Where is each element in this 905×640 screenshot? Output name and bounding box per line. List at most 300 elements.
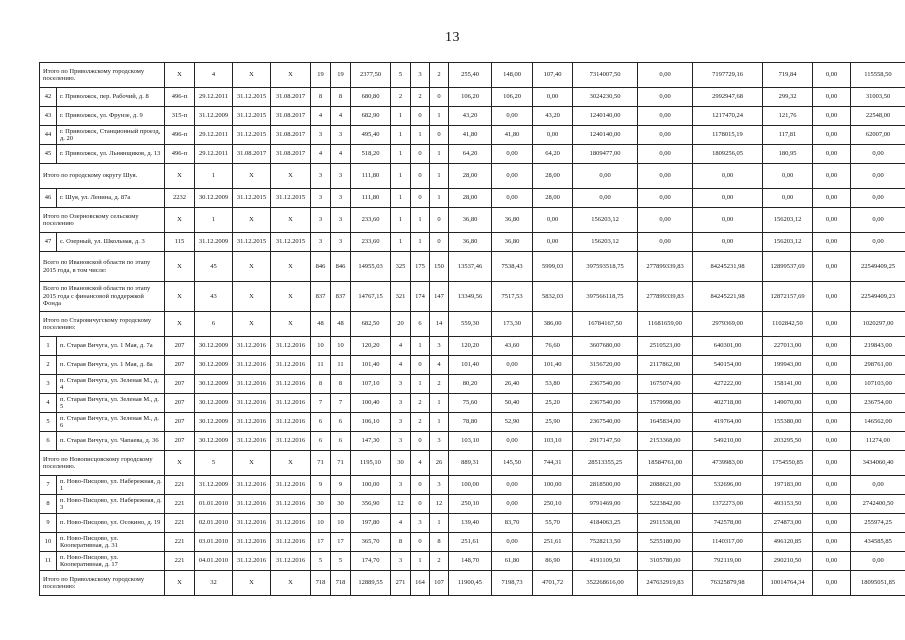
value-cell: 0,00 bbox=[693, 233, 763, 252]
value-cell: 31003,50 bbox=[851, 88, 905, 107]
value-cell: 2367540,00 bbox=[573, 413, 638, 432]
value-cell: 31.12.2015 bbox=[271, 189, 311, 208]
value-cell: 8 bbox=[311, 88, 331, 107]
address-cell: п. Старая Вичуга, ул. Зеленая М., д. 5 bbox=[57, 394, 165, 413]
value-cell: 3 bbox=[311, 233, 331, 252]
value-cell: 496-п bbox=[165, 145, 195, 164]
value-cell: 6 bbox=[195, 312, 233, 337]
value-cell: 496-п bbox=[165, 88, 195, 107]
value-cell: 9 bbox=[331, 476, 351, 495]
table-row bbox=[40, 495, 905, 514]
value-cell: 29.12.2011 bbox=[195, 88, 233, 107]
value-cell: 28513355,25 bbox=[573, 451, 638, 476]
value-cell: 8 bbox=[391, 533, 411, 552]
value-cell: 250,10 bbox=[533, 495, 573, 514]
value-cell: 10 bbox=[311, 514, 331, 533]
value-cell: 0,00 bbox=[813, 88, 851, 107]
value-cell: 0,00 bbox=[693, 189, 763, 208]
value-cell: 4 bbox=[411, 451, 430, 476]
value-cell: 36,80 bbox=[492, 233, 533, 252]
value-cell: 1 bbox=[391, 126, 411, 145]
value-cell: 75,60 bbox=[449, 394, 492, 413]
table-row bbox=[40, 571, 905, 596]
value-cell: 31.12.2016 bbox=[271, 337, 311, 356]
value-cell: 0,00 bbox=[813, 533, 851, 552]
value-cell: 846 bbox=[311, 252, 331, 282]
value-cell: 22548,00 bbox=[851, 107, 905, 126]
value-cell: 4 bbox=[195, 63, 233, 88]
value-cell: 1 bbox=[430, 145, 449, 164]
value-cell: 4 bbox=[311, 107, 331, 126]
value-cell: 0 bbox=[430, 88, 449, 107]
table-row bbox=[40, 432, 905, 451]
value-cell: 62007,00 bbox=[851, 126, 905, 145]
value-cell: 45 bbox=[195, 252, 233, 282]
value-cell: 0,00 bbox=[638, 164, 693, 189]
value-cell: 36,80 bbox=[449, 208, 492, 233]
value-cell: 7 bbox=[331, 394, 351, 413]
table-row bbox=[40, 533, 905, 552]
value-cell: 31.12.2009 bbox=[195, 233, 233, 252]
value-cell: 0,00 bbox=[638, 88, 693, 107]
address-cell: п. Ново-Писцово, ул. Набережная, д. 3 bbox=[57, 495, 165, 514]
value-cell: 146562,00 bbox=[851, 413, 905, 432]
row-number-cell: 1 bbox=[40, 337, 57, 356]
value-cell: 837 bbox=[311, 282, 331, 312]
value-cell: 0,00 bbox=[693, 164, 763, 189]
value-cell: 2917147,50 bbox=[573, 432, 638, 451]
row-label-cell: Итого по Приволжскому городскому поселению. bbox=[40, 63, 165, 88]
value-cell: 100,40 bbox=[351, 394, 391, 413]
value-cell: 175 bbox=[411, 252, 430, 282]
value-cell: 221 bbox=[165, 533, 195, 552]
value-cell: 277899339,83 bbox=[638, 252, 693, 282]
value-cell: 0,00 bbox=[813, 432, 851, 451]
value-cell: 71 bbox=[331, 451, 351, 476]
value-cell: 1140317,00 bbox=[693, 533, 763, 552]
value-cell: 540154,00 bbox=[693, 356, 763, 375]
value-cell: 221 bbox=[165, 514, 195, 533]
value-cell: 2742400,50 bbox=[851, 495, 905, 514]
value-cell: 173,30 bbox=[492, 312, 533, 337]
value-cell: 43 bbox=[195, 282, 233, 312]
address-cell: п. Старая Вичуга, ул. 1 Мая, д. 7а bbox=[57, 337, 165, 356]
value-cell: 31.12.2016 bbox=[233, 495, 271, 514]
value-cell: 7314007,50 bbox=[573, 63, 638, 88]
value-cell: 8 bbox=[331, 375, 351, 394]
value-cell: 3 bbox=[391, 432, 411, 451]
value-cell: X bbox=[233, 312, 271, 337]
address-cell: п. Старая Вичуга, ул. Зеленая М., д. 6 bbox=[57, 413, 165, 432]
value-cell: 5 bbox=[391, 63, 411, 88]
value-cell: 1809477,00 bbox=[573, 145, 638, 164]
value-cell: 22549409,25 bbox=[851, 252, 905, 282]
value-cell: X bbox=[233, 164, 271, 189]
value-cell: 742578,00 bbox=[693, 514, 763, 533]
value-cell: 30 bbox=[311, 495, 331, 514]
value-cell: 207 bbox=[165, 356, 195, 375]
value-cell: 31.12.2015 bbox=[233, 126, 271, 145]
value-cell: 2117862,00 bbox=[638, 356, 693, 375]
value-cell: 18584761,00 bbox=[638, 451, 693, 476]
value-cell: 7528213,50 bbox=[573, 533, 638, 552]
value-cell: 19 bbox=[311, 63, 331, 88]
value-cell: 682,50 bbox=[351, 312, 391, 337]
value-cell: 250,10 bbox=[449, 495, 492, 514]
value-cell: 80,20 bbox=[449, 375, 492, 394]
value-cell: 11681659,00 bbox=[638, 312, 693, 337]
value-cell: 4 bbox=[311, 145, 331, 164]
value-cell: 61,80 bbox=[492, 552, 533, 571]
value-cell: X bbox=[233, 63, 271, 88]
value-cell: 386,00 bbox=[533, 312, 573, 337]
value-cell: 31.12.2009 bbox=[195, 107, 233, 126]
value-cell: 3 bbox=[411, 514, 430, 533]
value-cell: 1 bbox=[391, 189, 411, 208]
value-cell: 31.12.2015 bbox=[233, 233, 271, 252]
address-cell: п. Старая Вичуга, ул. Чапаева, д. 36 bbox=[57, 432, 165, 451]
table-row bbox=[40, 233, 905, 252]
table-row bbox=[40, 476, 905, 495]
value-cell: 792119,00 bbox=[693, 552, 763, 571]
value-cell: 0,00 bbox=[851, 164, 905, 189]
value-cell: 158141,00 bbox=[763, 375, 813, 394]
row-number-cell: 43 bbox=[40, 107, 57, 126]
value-cell: 04.01.2010 bbox=[195, 552, 233, 571]
value-cell: 43,20 bbox=[533, 107, 573, 126]
value-cell: X bbox=[271, 208, 311, 233]
value-cell: 255974,25 bbox=[851, 514, 905, 533]
value-cell: 549210,00 bbox=[693, 432, 763, 451]
value-cell: 103,10 bbox=[533, 432, 573, 451]
value-cell: 219843,00 bbox=[851, 337, 905, 356]
value-cell: 3 bbox=[391, 413, 411, 432]
value-cell: 1102842,50 bbox=[763, 312, 813, 337]
value-cell: 719,84 bbox=[763, 63, 813, 88]
value-cell: 3 bbox=[311, 164, 331, 189]
value-cell: 22549409,23 bbox=[851, 282, 905, 312]
value-cell: 1 bbox=[430, 514, 449, 533]
value-cell: X bbox=[233, 451, 271, 476]
table-row bbox=[40, 552, 905, 571]
value-cell: 43,60 bbox=[492, 337, 533, 356]
value-cell: 147 bbox=[430, 282, 449, 312]
value-cell: 2377,50 bbox=[351, 63, 391, 88]
value-cell: 0 bbox=[411, 356, 430, 375]
value-cell: 3607680,00 bbox=[573, 337, 638, 356]
value-cell: 5 bbox=[195, 451, 233, 476]
value-cell: 101,40 bbox=[533, 356, 573, 375]
value-cell: 3024230,50 bbox=[573, 88, 638, 107]
table-row bbox=[40, 88, 905, 107]
value-cell: 5999,03 bbox=[533, 252, 573, 282]
value-cell: 30.12.2009 bbox=[195, 394, 233, 413]
value-cell: 0,00 bbox=[492, 164, 533, 189]
value-cell: 01.01.2010 bbox=[195, 495, 233, 514]
value-cell: 6 bbox=[311, 432, 331, 451]
value-cell: 31.08.2017 bbox=[271, 145, 311, 164]
value-cell: 197183,00 bbox=[763, 476, 813, 495]
value-cell: 30.12.2009 bbox=[195, 356, 233, 375]
value-cell: 197,80 bbox=[351, 514, 391, 533]
value-cell: 0,00 bbox=[492, 107, 533, 126]
row-number-cell: 47 bbox=[40, 233, 57, 252]
value-cell: 76,60 bbox=[533, 337, 573, 356]
value-cell: 1178015,19 bbox=[693, 126, 763, 145]
value-cell: 0,00 bbox=[638, 189, 693, 208]
value-cell: 4 bbox=[331, 107, 351, 126]
value-cell: 26 bbox=[430, 451, 449, 476]
row-number-cell: 5 bbox=[40, 413, 57, 432]
value-cell: 10014764,34 bbox=[763, 571, 813, 596]
value-cell: 846 bbox=[331, 252, 351, 282]
value-cell: 0,00 bbox=[693, 208, 763, 233]
value-cell: 495,40 bbox=[351, 126, 391, 145]
row-number-cell: 44 bbox=[40, 126, 57, 145]
value-cell: 30.12.2009 bbox=[195, 413, 233, 432]
row-number-cell: 2 bbox=[40, 356, 57, 375]
value-cell: 0,00 bbox=[638, 208, 693, 233]
value-cell: 31.12.2016 bbox=[271, 476, 311, 495]
value-cell: 31.12.2015 bbox=[233, 189, 271, 208]
table-row bbox=[40, 189, 905, 208]
value-cell: 0,00 bbox=[813, 451, 851, 476]
value-cell: 0,00 bbox=[492, 476, 533, 495]
value-cell: 0,00 bbox=[851, 476, 905, 495]
value-cell: 2 bbox=[430, 375, 449, 394]
value-cell: 0,00 bbox=[492, 533, 533, 552]
value-cell: 164 bbox=[411, 571, 430, 596]
value-cell: 26,40 bbox=[492, 375, 533, 394]
value-cell: 402718,00 bbox=[693, 394, 763, 413]
value-cell: 4701,72 bbox=[533, 571, 573, 596]
value-cell: 28,00 bbox=[533, 164, 573, 189]
row-number-cell: 11 bbox=[40, 552, 57, 571]
value-cell: 12872157,69 bbox=[763, 282, 813, 312]
value-cell: 207 bbox=[165, 394, 195, 413]
value-cell: 148,00 bbox=[492, 63, 533, 88]
value-cell: 10 bbox=[311, 337, 331, 356]
value-cell: 0,00 bbox=[813, 107, 851, 126]
value-cell: 48 bbox=[331, 312, 351, 337]
value-cell: 139,40 bbox=[449, 514, 492, 533]
value-cell: 299,32 bbox=[763, 88, 813, 107]
value-cell: 31.12.2016 bbox=[271, 356, 311, 375]
value-cell: 233,60 bbox=[351, 233, 391, 252]
value-cell: 30.12.2009 bbox=[195, 337, 233, 356]
value-cell: 8 bbox=[430, 533, 449, 552]
value-cell: 145,50 bbox=[492, 451, 533, 476]
value-cell: 0,00 bbox=[851, 233, 905, 252]
table-row bbox=[40, 451, 905, 476]
value-cell: 31.08.2017 bbox=[271, 126, 311, 145]
value-cell: X bbox=[233, 571, 271, 596]
value-cell: 1 bbox=[411, 375, 430, 394]
value-cell: 682,90 bbox=[351, 107, 391, 126]
value-cell: 86,90 bbox=[533, 552, 573, 571]
value-cell: 3 bbox=[331, 189, 351, 208]
value-cell: 3 bbox=[391, 394, 411, 413]
value-cell: 120,20 bbox=[449, 337, 492, 356]
value-cell: 0,00 bbox=[813, 126, 851, 145]
row-number-cell: 42 bbox=[40, 88, 57, 107]
value-cell: 14767,15 bbox=[351, 282, 391, 312]
value-cell: 147,30 bbox=[351, 432, 391, 451]
value-cell: 496-п bbox=[165, 126, 195, 145]
value-cell: 2 bbox=[411, 394, 430, 413]
value-cell: 28,00 bbox=[533, 189, 573, 208]
value-cell: 0,00 bbox=[813, 252, 851, 282]
value-cell: 1240140,00 bbox=[573, 107, 638, 126]
value-cell: 1 bbox=[430, 394, 449, 413]
address-cell: г. Приволжск, Станционный проезд, д. 20 bbox=[57, 126, 165, 145]
value-cell: 221 bbox=[165, 495, 195, 514]
value-cell: 1 bbox=[195, 208, 233, 233]
value-cell: 0,00 bbox=[813, 413, 851, 432]
value-cell: 1 bbox=[391, 164, 411, 189]
value-cell: 718 bbox=[331, 571, 351, 596]
value-cell: 180,95 bbox=[763, 145, 813, 164]
value-cell: 1579998,00 bbox=[638, 394, 693, 413]
value-cell: 0,00 bbox=[813, 514, 851, 533]
value-cell: 100,00 bbox=[351, 476, 391, 495]
address-cell: п. Ново-Писцово, ул. Кооперативная, д. 31 bbox=[57, 533, 165, 552]
value-cell: 32 bbox=[195, 571, 233, 596]
value-cell: 2232 bbox=[165, 189, 195, 208]
address-cell: г. Шуя, ул. Ленина, д. 87а bbox=[57, 189, 165, 208]
value-cell: 3 bbox=[311, 208, 331, 233]
value-cell: 31.12.2016 bbox=[233, 337, 271, 356]
value-cell: 321 bbox=[391, 282, 411, 312]
value-cell: 29.12.2011 bbox=[195, 145, 233, 164]
value-cell: X bbox=[165, 282, 195, 312]
value-cell: 101,40 bbox=[449, 356, 492, 375]
value-cell: 0,00 bbox=[573, 189, 638, 208]
value-cell: 0,00 bbox=[573, 164, 638, 189]
value-cell: 7517,53 bbox=[492, 282, 533, 312]
value-cell: 640301,00 bbox=[693, 337, 763, 356]
value-cell: 0,00 bbox=[763, 164, 813, 189]
value-cell: 31.12.2016 bbox=[233, 533, 271, 552]
value-cell: 106,20 bbox=[492, 88, 533, 107]
value-cell: 251,61 bbox=[533, 533, 573, 552]
row-number-cell: 3 bbox=[40, 375, 57, 394]
value-cell: 325 bbox=[391, 252, 411, 282]
value-cell: 31.12.2016 bbox=[233, 413, 271, 432]
row-label-cell: Итого по городскому округу Шуя. bbox=[40, 164, 165, 189]
value-cell: 100,00 bbox=[533, 476, 573, 495]
table-row bbox=[40, 394, 905, 413]
value-cell: 50,40 bbox=[492, 394, 533, 413]
value-cell: 101,40 bbox=[351, 356, 391, 375]
value-cell: 3 bbox=[331, 164, 351, 189]
value-cell: 1 bbox=[391, 145, 411, 164]
value-cell: 148,70 bbox=[449, 552, 492, 571]
value-cell: 518,20 bbox=[351, 145, 391, 164]
address-cell: п. Ново-Писцово, ул. Набережная, д. 1 bbox=[57, 476, 165, 495]
value-cell: 0,00 bbox=[813, 356, 851, 375]
value-cell: 31.12.2016 bbox=[233, 476, 271, 495]
value-cell: 71 bbox=[311, 451, 331, 476]
value-cell: 1 bbox=[411, 126, 430, 145]
value-cell: 0,00 bbox=[851, 145, 905, 164]
value-cell: 52,90 bbox=[492, 413, 533, 432]
value-cell: 0,00 bbox=[813, 233, 851, 252]
value-cell: 3 bbox=[331, 208, 351, 233]
table-row bbox=[40, 252, 905, 282]
value-cell: 174,70 bbox=[351, 552, 391, 571]
table-row bbox=[40, 375, 905, 394]
value-cell: 4191109,50 bbox=[573, 552, 638, 571]
value-cell: 0,00 bbox=[813, 282, 851, 312]
value-cell: 5255180,00 bbox=[638, 533, 693, 552]
table-row bbox=[40, 337, 905, 356]
value-cell: 0,00 bbox=[813, 394, 851, 413]
row-number-cell: 6 bbox=[40, 432, 57, 451]
value-cell: 1 bbox=[411, 337, 430, 356]
value-cell: 31.12.2016 bbox=[271, 394, 311, 413]
value-cell: 2911538,00 bbox=[638, 514, 693, 533]
value-cell: 107,10 bbox=[351, 375, 391, 394]
value-cell: 6 bbox=[331, 413, 351, 432]
value-cell: 31.12.2015 bbox=[271, 233, 311, 252]
value-cell: 20 bbox=[391, 312, 411, 337]
value-cell: 889,31 bbox=[449, 451, 492, 476]
value-cell: X bbox=[165, 208, 195, 233]
value-cell: 1675074,00 bbox=[638, 375, 693, 394]
value-cell: X bbox=[165, 252, 195, 282]
value-cell: 1 bbox=[430, 413, 449, 432]
value-cell: 107 bbox=[430, 571, 449, 596]
value-cell: 1 bbox=[391, 208, 411, 233]
value-cell: 4 bbox=[391, 514, 411, 533]
value-cell: 150 bbox=[430, 252, 449, 282]
value-cell: 13349,56 bbox=[449, 282, 492, 312]
value-cell: 2 bbox=[411, 88, 430, 107]
value-cell: 0 bbox=[411, 164, 430, 189]
value-cell: 0,00 bbox=[813, 164, 851, 189]
value-cell: 31.12.2016 bbox=[233, 552, 271, 571]
value-cell: 247632919,83 bbox=[638, 571, 693, 596]
table-row bbox=[40, 145, 905, 164]
value-cell: 0,00 bbox=[851, 189, 905, 208]
value-cell: 103,10 bbox=[449, 432, 492, 451]
value-cell: 2 bbox=[430, 63, 449, 88]
value-cell: 744,31 bbox=[533, 451, 573, 476]
value-cell: 0 bbox=[411, 145, 430, 164]
value-cell: 0,00 bbox=[638, 63, 693, 88]
table-row bbox=[40, 413, 905, 432]
value-cell: 30.12.2009 bbox=[195, 189, 233, 208]
value-cell: 2153368,00 bbox=[638, 432, 693, 451]
table-row bbox=[40, 312, 905, 337]
value-cell: 7538,43 bbox=[492, 252, 533, 282]
row-label-cell: Итого по Приволжскому городскому поселению: bbox=[40, 571, 165, 596]
table-row bbox=[40, 63, 905, 88]
value-cell: 1 bbox=[391, 107, 411, 126]
value-cell: 1 bbox=[430, 189, 449, 208]
value-cell: 11900,45 bbox=[449, 571, 492, 596]
value-cell: 0 bbox=[411, 107, 430, 126]
row-label-cell: Всего по Ивановской области по этапу 2015 года с финансовой поддержкой Фонда bbox=[40, 282, 165, 312]
value-cell: 31.12.2015 bbox=[233, 88, 271, 107]
value-cell: 397566118,75 bbox=[573, 282, 638, 312]
value-cell: 25,20 bbox=[533, 394, 573, 413]
row-number-cell: 45 bbox=[40, 145, 57, 164]
value-cell: 0,00 bbox=[813, 63, 851, 88]
value-cell: 0,00 bbox=[492, 189, 533, 208]
value-cell: 78,80 bbox=[449, 413, 492, 432]
